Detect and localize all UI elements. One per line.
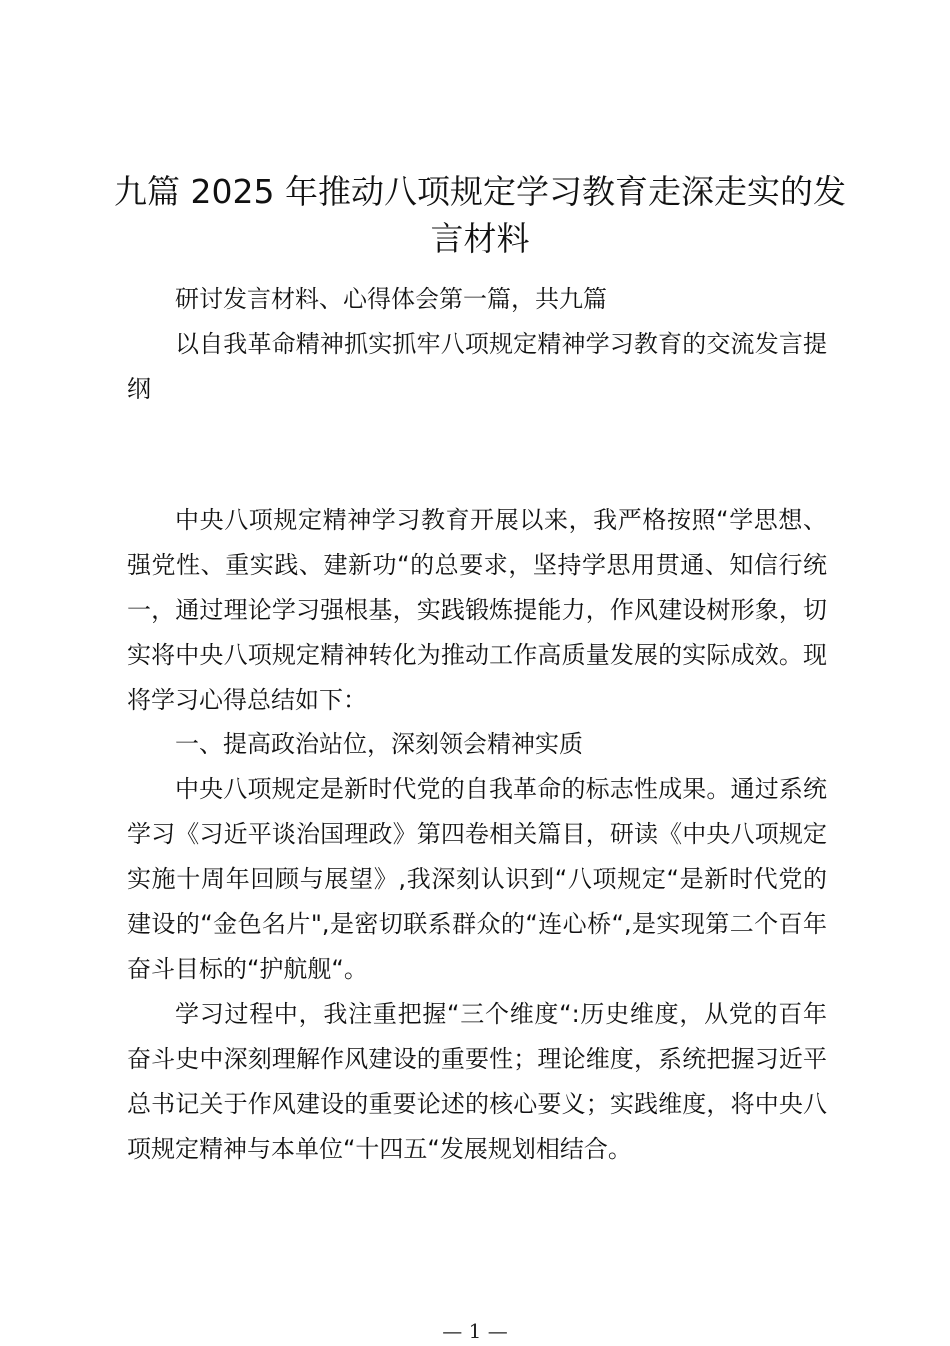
page-number: — 1 — bbox=[442, 1319, 508, 1343]
subtitle-line: 研讨发言材料、心得体会第一篇，共九篇 bbox=[175, 285, 607, 313]
body-paragraph: 中央八项规定精神学习教育开展以来，我严格按照“学思想、强党性、重实践、建新功“的总要求，坚持学思用贯通、知信行统一，通过理论学习强根基，实践锻炼提能力，作风建设树形象，切实将中央八项规定精神转化为推动工作高质量发展的实际成效。现将学习心得总结如下： bbox=[127, 506, 827, 714]
body-paragraph: 中央八项规定是新时代党的自我革命的标志性成果。通过系统学习《习近平谈治国理政》第四卷相关篇目，研读《中央八项规定实施十周年回顾与展望》,我深刻认识到“八项规定“是新时代党的建设的“金色名片",是密切联系群众的“连心桥“,是实现第二个百年奋斗目标的“护航舰“。 bbox=[127, 775, 827, 983]
document-title: 九篇 2025 年推动八项规定学习教育走深走实的发言材料 bbox=[114, 172, 846, 258]
body-paragraph: 学习过程中，我注重把握“三个维度“:历史维度，从党的百年奋斗史中深刻理解作风建设的重要性；理论维度，系统把握习近平总书记关于作风建设的重要论述的核心要义；实践维度，将中央八项规定精神与本单位“十四五“发展规划相结合。 bbox=[127, 1000, 827, 1163]
article-title: 以自我革命精神抓实抓牢八项规定精神学习教育的交流发言提纲 bbox=[127, 330, 827, 403]
section-heading: 一、提高政治站位，深刻领会精神实质 bbox=[175, 730, 583, 758]
